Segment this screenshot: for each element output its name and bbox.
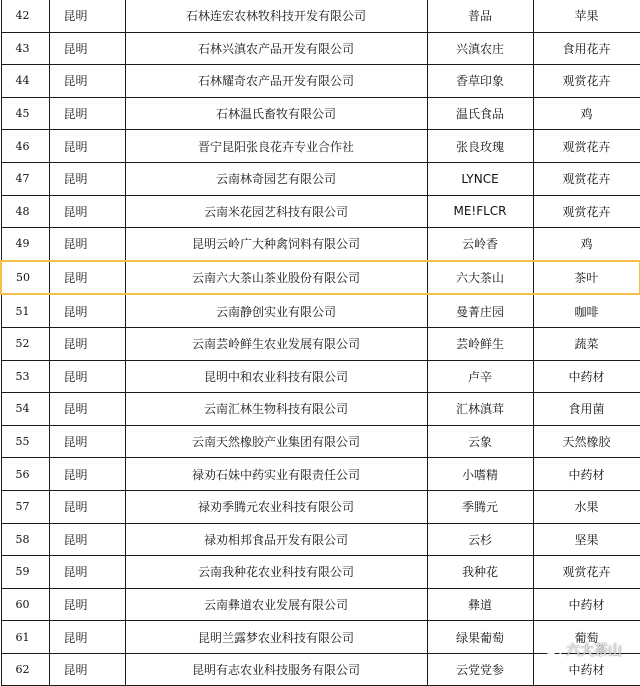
row-brand: 云象 (427, 425, 533, 458)
row-number: 59 (1, 556, 49, 589)
table-row (1, 393, 640, 426)
row-company: 昆明中和农业科技有限公司 (125, 360, 427, 393)
row-number: 48 (1, 195, 49, 228)
row-number: 43 (1, 32, 49, 65)
row-city: 昆明 (49, 32, 125, 65)
row-brand: 我种花 (427, 556, 533, 589)
row-number: 61 (1, 621, 49, 654)
row-city: 昆明 (49, 425, 125, 458)
row-category: 鸡 (533, 97, 640, 130)
row-number: 54 (1, 393, 49, 426)
watermark (544, 640, 622, 660)
row-brand: 香草印象 (427, 65, 533, 98)
row-city: 昆明 (49, 195, 125, 228)
row-city: 昆明 (49, 162, 125, 195)
table-row (1, 327, 640, 360)
row-category: 观赏花卉 (533, 162, 640, 195)
row-city: 昆明 (49, 294, 125, 327)
row-brand: 芸岭鲜生 (427, 327, 533, 360)
row-city: 昆明 (49, 653, 125, 686)
row-brand: 云党党参 (427, 653, 533, 686)
row-company: 禄劝相邦食品开发有限公司 (125, 523, 427, 556)
table-row (1, 261, 640, 295)
table-row (1, 360, 640, 393)
row-number: 44 (1, 65, 49, 98)
row-company: 云南天然橡胶产业集团有限公司 (125, 425, 427, 458)
row-company: 昆明有志农业科技服务有限公司 (125, 653, 427, 686)
table-row (1, 425, 640, 458)
table-row (1, 294, 640, 327)
table-row (1, 588, 640, 621)
table-row (1, 556, 640, 589)
row-number: 50 (1, 261, 49, 295)
row-category: 葡萄 (533, 621, 640, 654)
row-brand: 云岭香 (427, 228, 533, 261)
row-city: 昆明 (49, 588, 125, 621)
table-row (1, 195, 640, 228)
row-category: 鸡 (533, 228, 640, 261)
row-category: 坚果 (533, 523, 640, 556)
row-city: 昆明 (49, 228, 125, 261)
row-company: 云南米花园艺科技有限公司 (125, 195, 427, 228)
row-brand: 云杉 (427, 523, 533, 556)
row-brand: 彝道 (427, 588, 533, 621)
row-city: 昆明 (49, 556, 125, 589)
row-category: 观赏花卉 (533, 130, 640, 163)
row-brand: 小嗜精 (427, 458, 533, 491)
row-city: 昆明 (49, 327, 125, 360)
row-category: 蔬菜 (533, 327, 640, 360)
row-number: 60 (1, 588, 49, 621)
row-company: 云南芸岭鲜生农业发展有限公司 (125, 327, 427, 360)
row-company: 昆明云岭广大种禽饲料有限公司 (125, 228, 427, 261)
row-company: 石林兴滇农产品开发有限公司 (125, 32, 427, 65)
row-number: 57 (1, 490, 49, 523)
row-city: 昆明 (49, 360, 125, 393)
row-brand: LYNCE (427, 162, 533, 195)
row-number: 55 (1, 425, 49, 458)
row-city: 昆明 (49, 261, 125, 295)
row-brand: 普品 (427, 0, 533, 32)
row-company: 云南静创实业有限公司 (125, 294, 427, 327)
row-number: 58 (1, 523, 49, 556)
table-row (1, 458, 640, 491)
row-company: 云南我种花农业科技有限公司 (125, 556, 427, 589)
row-category: 中药材 (533, 653, 640, 686)
row-brand: ME!FLCR (427, 195, 533, 228)
row-category: 苹果 (533, 0, 640, 32)
table-row (1, 162, 640, 195)
table-row (1, 97, 640, 130)
row-company: 云南林奇园艺有限公司 (125, 162, 427, 195)
table-row (1, 228, 640, 261)
row-city: 昆明 (49, 97, 125, 130)
table-row (1, 65, 640, 98)
row-category: 水果 (533, 490, 640, 523)
row-brand: 曼菁庄园 (427, 294, 533, 327)
row-company: 石林温氏畜牧有限公司 (125, 97, 427, 130)
row-category: 观赏花卉 (533, 556, 640, 589)
row-city: 昆明 (49, 523, 125, 556)
row-city: 昆明 (49, 393, 125, 426)
row-company: 昆明兰露梦农业科技有限公司 (125, 621, 427, 654)
row-brand: 绿果葡萄 (427, 621, 533, 654)
row-category: 茶叶 (533, 261, 640, 295)
row-company: 禄劝季腾元农业科技有限公司 (125, 490, 427, 523)
row-city: 昆明 (49, 490, 125, 523)
watermark-text: 六大茶山 (566, 643, 622, 659)
row-number: 46 (1, 130, 49, 163)
table-body (1, 0, 640, 686)
row-number: 52 (1, 327, 49, 360)
row-company: 石林耀奇农产品开发有限公司 (125, 65, 427, 98)
row-category: 中药材 (533, 458, 640, 491)
row-category: 天然橡胶 (533, 425, 640, 458)
row-brand: 卢辛 (427, 360, 533, 393)
wechat-icon (544, 643, 562, 657)
row-city: 昆明 (49, 0, 125, 32)
row-category: 咖啡 (533, 294, 640, 327)
row-category: 食用菌 (533, 393, 640, 426)
row-category: 食用花卉 (533, 32, 640, 65)
row-city: 昆明 (49, 458, 125, 491)
row-company: 晋宁昆阳张良花卉专业合作社 (125, 130, 427, 163)
row-number: 49 (1, 228, 49, 261)
row-number: 56 (1, 458, 49, 491)
table-row (1, 523, 640, 556)
row-number: 45 (1, 97, 49, 130)
row-city: 昆明 (49, 65, 125, 98)
row-company: 石林连宏农林牧科技开发有限公司 (125, 0, 427, 32)
table-row (1, 32, 640, 65)
table-row (1, 130, 640, 163)
row-category: 中药材 (533, 360, 640, 393)
row-brand: 六大茶山 (427, 261, 533, 295)
table-row (1, 0, 640, 32)
row-company: 云南六大茶山茶业股份有限公司 (125, 261, 427, 295)
row-category: 中药材 (533, 588, 640, 621)
row-brand: 兴滇农庄 (427, 32, 533, 65)
row-number: 42 (1, 0, 49, 32)
row-city: 昆明 (49, 621, 125, 654)
row-company: 云南汇林生物科技有限公司 (125, 393, 427, 426)
row-number: 62 (1, 653, 49, 686)
row-brand: 季腾元 (427, 490, 533, 523)
row-category: 观赏花卉 (533, 65, 640, 98)
row-number: 51 (1, 294, 49, 327)
row-brand: 汇林滇茸 (427, 393, 533, 426)
table-row (1, 490, 640, 523)
row-number: 47 (1, 162, 49, 195)
row-city: 昆明 (49, 130, 125, 163)
row-brand: 张良玫瑰 (427, 130, 533, 163)
row-category: 观赏花卉 (533, 195, 640, 228)
row-company: 禄劝石妹中药实业有限责任公司 (125, 458, 427, 491)
row-number: 53 (1, 360, 49, 393)
row-company: 云南彝道农业发展有限公司 (125, 588, 427, 621)
row-brand: 温氏食品 (427, 97, 533, 130)
